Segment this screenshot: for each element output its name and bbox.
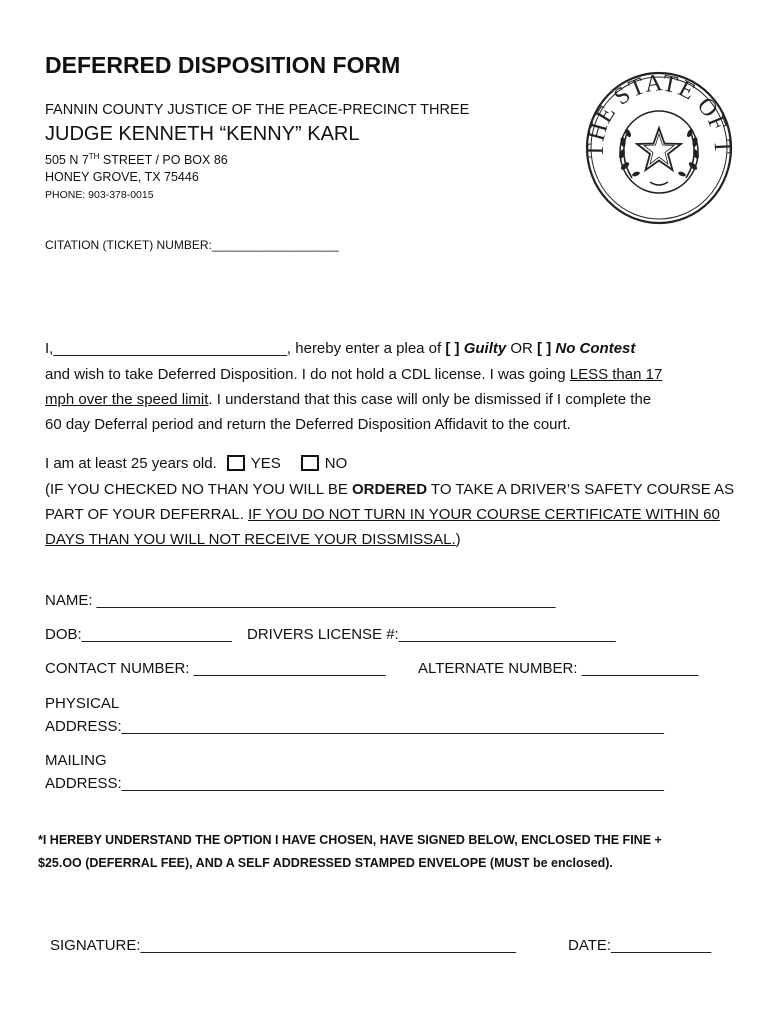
- street-address: 505 N 7TH STREET / PO BOX 86: [45, 152, 228, 168]
- physical-address-label: PHYSICAL: [45, 695, 120, 712]
- plea-line-2: and wish to take Deferred Disposition. I do not hold a CDL license. I was going LESS than 17: [45, 366, 663, 383]
- plea-line-4: 60 day Deferral period and return the Deferred Disposition Affidavit to the court.: [45, 416, 571, 433]
- city-address: HONEY GROVE, TX 75446: [45, 170, 199, 184]
- drivers-license-field[interactable]: DRIVERS LICENSE #:__________________________: [247, 626, 616, 643]
- guilty-bracket[interactable]: [ ]: [445, 340, 460, 357]
- yes-checkbox[interactable]: [227, 455, 245, 471]
- form-title: DEFERRED DISPOSITION FORM: [45, 52, 401, 78]
- no-checkbox[interactable]: [301, 455, 319, 471]
- dob-field[interactable]: DOB:__________________: [45, 626, 232, 643]
- age-question: I am at least 25 years old. YES NO: [45, 455, 348, 472]
- date-field[interactable]: DATE:____________: [568, 937, 712, 954]
- judge-name: JUDGE KENNETH “KENNY” KARL: [45, 123, 360, 145]
- age-note-line-2: PART OF YOUR DEFERRAL. IF YOU DO NOT TURN IN YOUR COURSE CERTIFICATE WITHIN 60: [45, 506, 720, 523]
- court-name: FANNIN COUNTY JUSTICE OF THE PEACE-PRECINCT THREE: [45, 102, 470, 118]
- mailing-address-label: MAILING: [45, 752, 107, 769]
- signature-field[interactable]: SIGNATURE:_____________________________________________: [50, 937, 516, 954]
- mailing-address-field[interactable]: ADDRESS:_________________________________________________________________: [45, 775, 664, 792]
- notice-line-2: $25.OO (DEFERRAL FEE), AND A SELF ADDRESSED STAMPED ENVELOPE (MUST be enclosed).: [38, 856, 613, 870]
- citation-number-field[interactable]: CITATION (TICKET) NUMBER:___________________: [45, 238, 339, 252]
- phone-number: PHONE: 903-378-0015: [45, 189, 154, 201]
- no-contest-bracket[interactable]: [ ]: [537, 340, 552, 357]
- physical-address-field[interactable]: ADDRESS:_________________________________________________________________: [45, 718, 664, 735]
- notice-line-1: *I HEREBY UNDERSTAND THE OPTION I HAVE CHOSEN, HAVE SIGNED BELOW, ENCLOSED THE FINE +: [38, 833, 662, 847]
- plea-line-3: mph over the speed limit. I understand that this case will only be dismissed if I complete the: [45, 391, 652, 408]
- svg-text:THE STATE OF TEXAS: THE STATE OF T: [584, 70, 734, 159]
- age-note-line-3: DAYS THAN YOU WILL NOT RECEIVE YOUR DISSMISSAL.): [45, 531, 461, 548]
- age-note-line-1: (IF YOU CHECKED NO THAN YOU WILL BE ORDERED TO TAKE A DRIVER’S SAFETY COURSE AS: [45, 481, 735, 498]
- contact-number-field[interactable]: CONTACT NUMBER: _______________________: [45, 660, 386, 677]
- plea-line-1: I,____________________________, hereby enter a plea of [ ] Guilty OR [ ] No Contest: [45, 340, 636, 357]
- texas-state-seal-icon: [584, 70, 734, 226]
- alternate-number-field[interactable]: ALTERNATE NUMBER: ______________: [418, 660, 699, 677]
- name-field[interactable]: NAME: _______________________________________________________: [45, 592, 556, 609]
